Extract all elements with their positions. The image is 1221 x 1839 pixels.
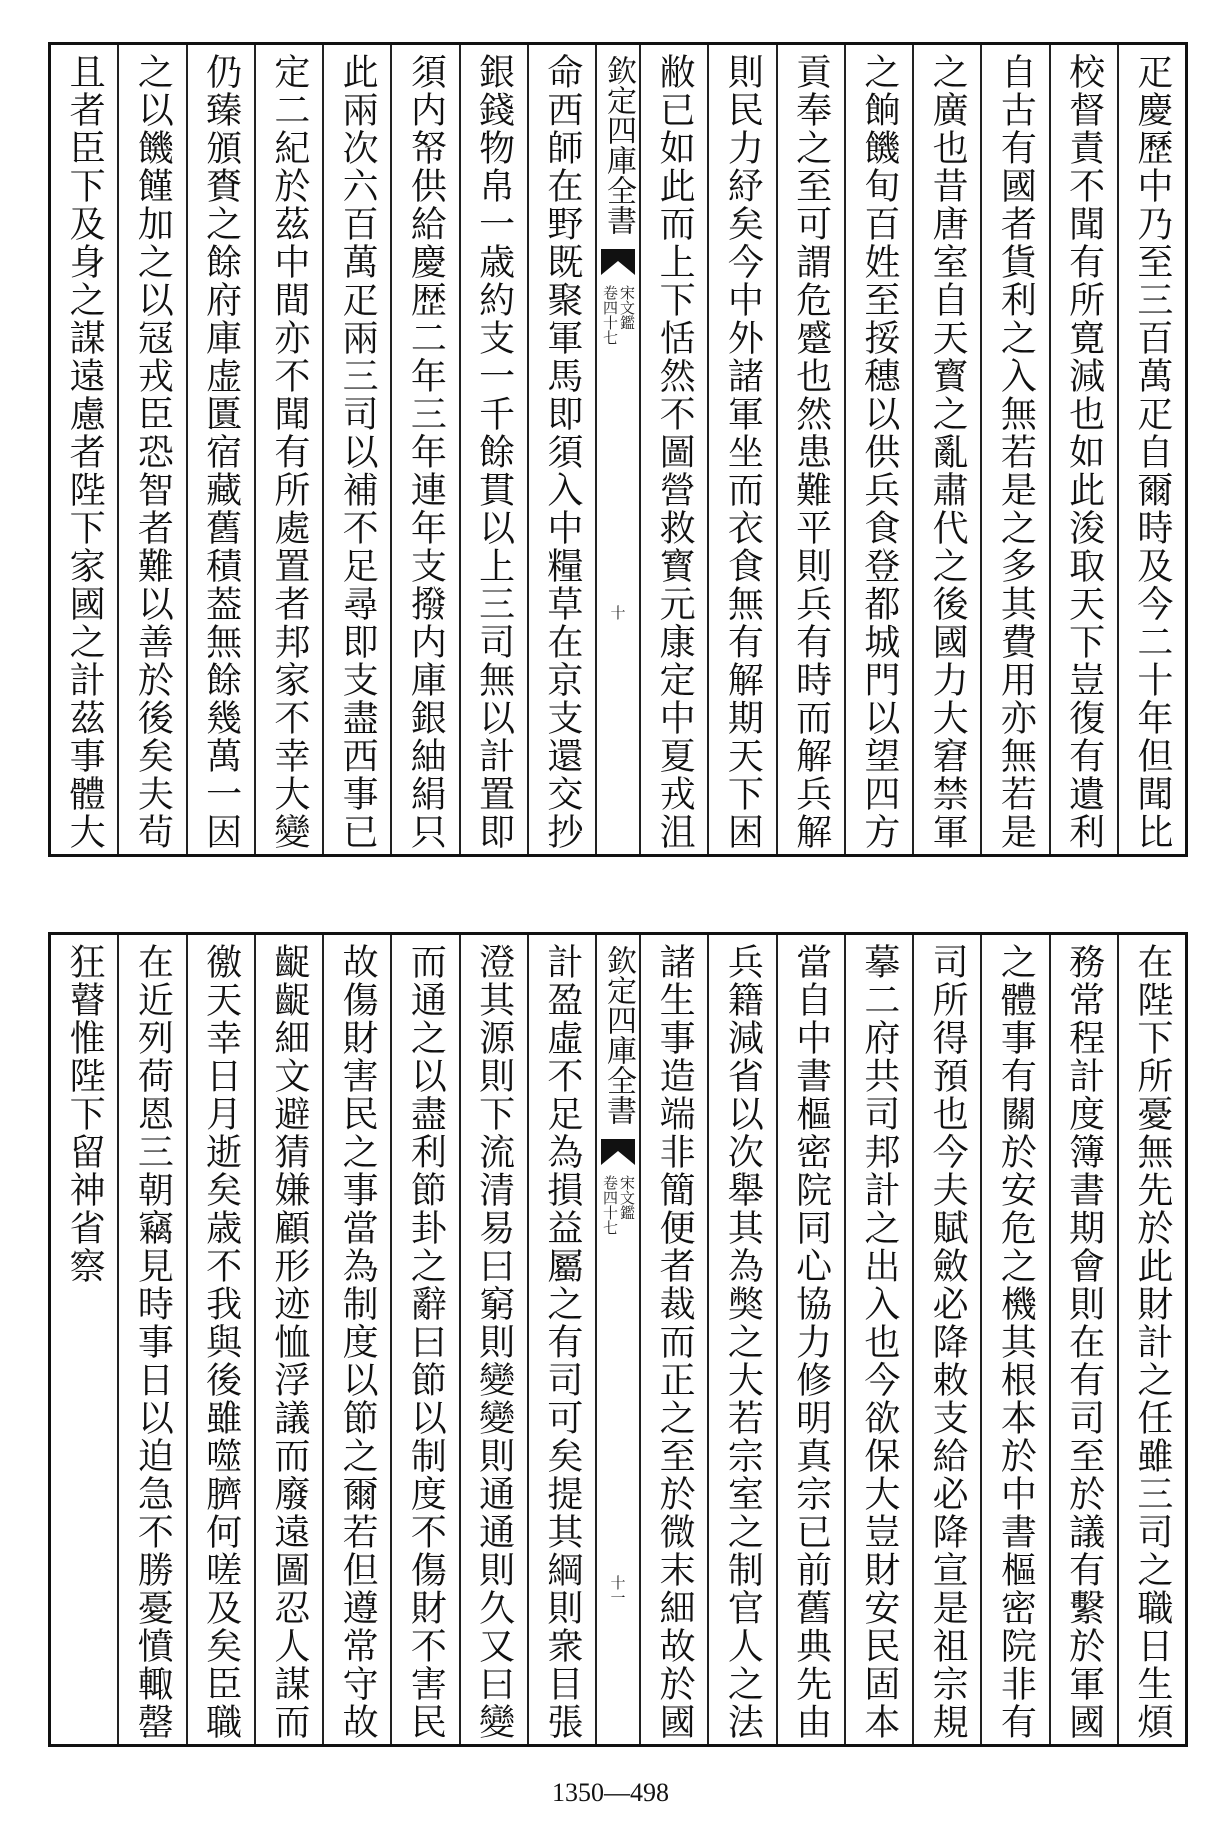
- fold-volume: 卷四十七: [601, 1175, 619, 1235]
- text-column: [390, 45, 458, 854]
- fold-labels: [602, 285, 634, 345]
- column-text: 仍臻頒賚之餘府庫虚匱宿藏舊積葢無餘幾萬一因: [200, 53, 242, 851]
- column-text: 且者臣下及身之謀遠慮者陛下家國之計茲事體大: [64, 53, 106, 851]
- text-column: [322, 45, 390, 854]
- column-text: 務常程計度簿書期會則在有司至於議有繫於軍國: [1063, 943, 1105, 1741]
- column-text: 計盈虛不足為損益屬之有司可矣提其綱則衆目張: [541, 943, 583, 1741]
- text-column: [707, 45, 775, 854]
- column-text: 之以饑饉加之以冦戎臣恐智者難以善於後矣夫茍: [132, 53, 174, 851]
- fold-title: 欽定四庫全書: [601, 55, 636, 235]
- page-reference: 1350—498: [552, 1778, 669, 1807]
- text-column: [117, 45, 185, 854]
- text-column: [390, 935, 458, 1744]
- column-text: 之體事有關於安危之機其根本於中書樞密院非有: [995, 943, 1037, 1741]
- text-column: [980, 935, 1048, 1744]
- column-text: 定二紀於茲中間亦不聞有所處置者邦家不幸大變: [268, 53, 310, 851]
- text-column: [51, 45, 117, 854]
- text-column: [844, 935, 912, 1744]
- column-text: 則民力紓矣今中外諸軍坐而衣食無有解期天下困: [722, 53, 764, 851]
- column-text: 此兩次六百萬疋兩三司以補不足尋即支盡西事已: [337, 53, 379, 851]
- column-text: 齪齪細文避猜嫌顧形迹恤浮議而廢遠圖忍人謀而: [268, 943, 310, 1741]
- text-column: [1049, 45, 1117, 854]
- column-text: 疋慶歷中乃至三百萬疋自爾時及今二十年但聞比: [1131, 53, 1173, 851]
- text-column: [459, 935, 527, 1744]
- column-text: 須内帑供給慶歴二年三年連年支撥内庫銀紬絹只: [405, 53, 447, 851]
- text-column: [459, 45, 527, 854]
- fold-book-title: 宋文鑑: [618, 285, 636, 330]
- column-text: 故傷財害民之事當為制度以節之爾若但遵常守故: [337, 943, 379, 1741]
- text-column: [51, 935, 117, 1744]
- column-text: 摹二府共司邦計之出入也今欲保大豈財安民固本: [858, 943, 900, 1741]
- column-text: 在陛下所憂無先於此財計之任雖三司之職日生煩: [1131, 943, 1173, 1741]
- fold-column: [595, 45, 639, 854]
- text-column: [844, 45, 912, 854]
- fold-column: [595, 935, 639, 1744]
- text-column: [254, 45, 322, 854]
- text-column: [186, 935, 254, 1744]
- text-column: [912, 935, 980, 1744]
- column-text: 而通之以盡利節卦之辭曰節以制度不傷財不害民: [405, 943, 447, 1741]
- fold-page-number: 十一: [608, 1575, 627, 1605]
- column-text: 司所得預也今夫賦斂必降敕支給必降宣是祖宗規: [927, 943, 969, 1741]
- column-text: 諸生事造端非簡便者裁而正之至於微末細故於國: [654, 943, 696, 1741]
- column-text: 之廣也昔唐室自天寳之亂肅代之後國力大窘禁軍: [927, 53, 969, 851]
- column-text: 當自中書樞密院同心協力修明真宗已前舊典先由: [790, 943, 832, 1741]
- text-column: [1117, 45, 1185, 854]
- text-column: [912, 45, 980, 854]
- text-column: [776, 45, 844, 854]
- fold-book-title: 宋文鑑: [618, 1175, 636, 1220]
- column-text: 徼天幸日月逝矣歳不我與後雖噬臍何嗟及矣臣職: [200, 943, 242, 1741]
- text-column: [186, 45, 254, 854]
- text-column: [639, 45, 707, 854]
- fold-labels: [602, 1175, 634, 1235]
- column-text: 貢奉之至可謂危蹙也然患難平則兵有時而解兵解: [790, 53, 832, 851]
- bottom-page: [48, 932, 1188, 1747]
- top-page: [48, 42, 1188, 857]
- fish-tail-mark-icon: [601, 1139, 635, 1165]
- text-column: [1117, 935, 1185, 1744]
- text-column: [117, 935, 185, 1744]
- column-text: 狂瞽惟陛下留神省察: [64, 943, 106, 1285]
- text-column: [254, 935, 322, 1744]
- text-column: [1049, 935, 1117, 1744]
- column-text: 在近列荷恩三朝竊見時事日以迫急不勝憂憤輙罄: [132, 943, 174, 1741]
- text-column: [776, 935, 844, 1744]
- column-text: 校督責不聞有所寛減也如此浚取天下豈復有遺利: [1063, 53, 1105, 851]
- column-text: 之餉饑旬百姓至挼穗以供兵食登都城門以望四方: [858, 53, 900, 851]
- fold-page-number: 十: [608, 605, 627, 620]
- column-text: 命西師在野既聚軍馬即須入中糧草在京支還交抄: [541, 53, 583, 851]
- text-column: [527, 935, 595, 1744]
- column-text: 銀錢物帛一歳約支一千餘貫以上三司無以計置即: [473, 53, 515, 851]
- text-column: [639, 935, 707, 1744]
- text-column: [980, 45, 1048, 854]
- text-column: [707, 935, 775, 1744]
- column-text: 敝已如此而上下恬然不圖營救寳元康定中夏戎沮: [654, 53, 696, 851]
- column-text: 自古有國者貨利之入無若是之多其費用亦無若是: [995, 53, 1037, 851]
- column-text: 澄其源則下流清易曰窮則變變則通通則久又曰變: [473, 943, 515, 1741]
- fish-tail-mark-icon: [601, 249, 635, 275]
- fold-volume: 卷四十七: [601, 285, 619, 345]
- text-column: [527, 45, 595, 854]
- text-column: [322, 935, 390, 1744]
- column-text: 兵籍減省以次舉其為獘之大若宗室之制官人之法: [722, 943, 764, 1741]
- fold-title: 欽定四庫全書: [601, 945, 636, 1125]
